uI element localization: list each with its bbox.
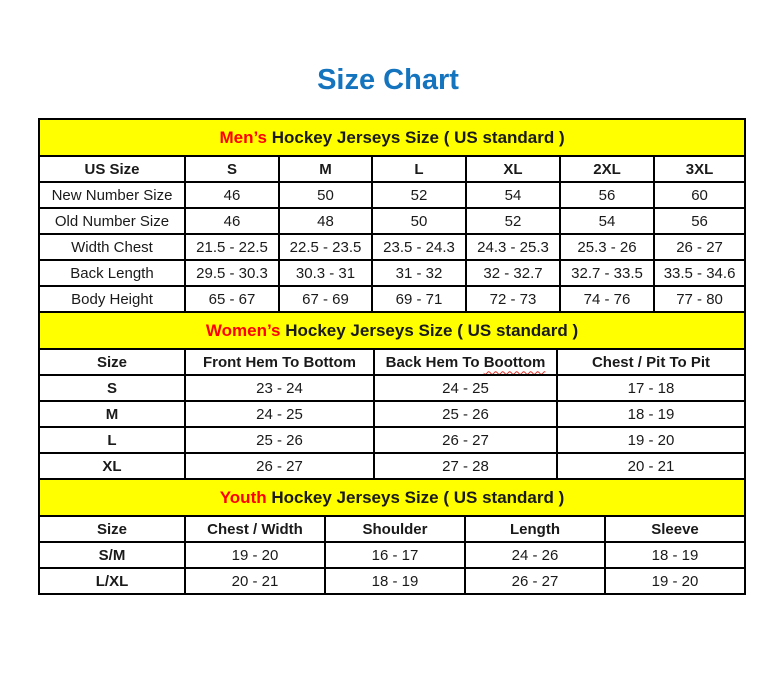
table-cell: 26 - 27 <box>374 427 557 453</box>
womens-column-header-row <box>39 349 745 375</box>
table-cell: 32 - 32.7 <box>466 260 560 286</box>
row-label: Back Length <box>39 260 185 286</box>
womens-section-title <box>39 312 745 349</box>
table-cell: 30.3 - 31 <box>279 260 372 286</box>
table-cell: 24 - 26 <box>465 542 605 568</box>
table-cell: 65 - 67 <box>185 286 279 312</box>
column-header: US Size <box>39 156 185 182</box>
table-row <box>39 182 745 208</box>
mens-size-table <box>38 118 746 313</box>
table-row <box>39 286 745 312</box>
table-cell: 67 - 69 <box>279 286 372 312</box>
column-header: 2XL <box>560 156 654 182</box>
table-cell: 21.5 - 22.5 <box>185 234 279 260</box>
youth-size-table <box>38 478 746 595</box>
row-label: M <box>39 401 185 427</box>
column-header: Chest / Pit To Pit <box>557 349 745 375</box>
table-cell: 24 - 25 <box>374 375 557 401</box>
table-cell: 52 <box>466 208 560 234</box>
size-tables <box>38 118 744 595</box>
table-row <box>39 568 745 594</box>
row-label: New Number Size <box>39 182 185 208</box>
column-header: XL <box>466 156 560 182</box>
row-label: Old Number Size <box>39 208 185 234</box>
mens-section-title <box>39 119 745 156</box>
table-cell: 74 - 76 <box>560 286 654 312</box>
table-row <box>39 208 745 234</box>
table-cell: 31 - 32 <box>372 260 466 286</box>
column-header-misspelled <box>374 349 557 375</box>
table-cell: 26 - 27 <box>185 453 374 479</box>
table-cell: 26 - 27 <box>465 568 605 594</box>
table-cell: 72 - 73 <box>466 286 560 312</box>
youth-section-header-row <box>39 479 745 516</box>
womens-accent-word: Women’s <box>205 320 281 340</box>
table-row <box>39 401 745 427</box>
table-cell: 19 - 20 <box>557 427 745 453</box>
table-row <box>39 375 745 401</box>
womens-size-table <box>38 311 746 480</box>
youth-accent-word: Youth <box>219 487 267 507</box>
table-cell: 24.3 - 25.3 <box>466 234 560 260</box>
table-cell: 16 - 17 <box>325 542 465 568</box>
table-cell: 20 - 21 <box>557 453 745 479</box>
row-label: L <box>39 427 185 453</box>
mens-column-header-row <box>39 156 745 182</box>
column-header: Sleeve <box>605 516 745 542</box>
table-cell: 60 <box>654 182 745 208</box>
youth-column-header-row <box>39 516 745 542</box>
mens-title-rest: Hockey Jerseys Size ( US standard ) <box>267 127 565 147</box>
table-cell: 18 - 19 <box>605 542 745 568</box>
column-header: Front Hem To Bottom <box>185 349 374 375</box>
table-cell: 29.5 - 30.3 <box>185 260 279 286</box>
column-header: L <box>372 156 466 182</box>
table-cell: 54 <box>560 208 654 234</box>
womens-section-header-row <box>39 312 745 349</box>
mens-section-header-row <box>39 119 745 156</box>
table-cell: 32.7 - 33.5 <box>560 260 654 286</box>
column-header: 3XL <box>654 156 745 182</box>
row-label: XL <box>39 453 185 479</box>
row-label: S/M <box>39 542 185 568</box>
youth-title-rest: Hockey Jerseys Size ( US standard ) <box>266 487 565 507</box>
table-cell: 18 - 19 <box>557 401 745 427</box>
table-cell: 22.5 - 23.5 <box>279 234 372 260</box>
table-row <box>39 260 745 286</box>
table-cell: 54 <box>466 182 560 208</box>
table-cell: 27 - 28 <box>374 453 557 479</box>
column-header: M <box>279 156 372 182</box>
table-cell: 17 - 18 <box>557 375 745 401</box>
table-cell: 46 <box>185 208 279 234</box>
table-cell: 50 <box>372 208 466 234</box>
page-title: Size Chart <box>317 64 459 96</box>
table-cell: 19 - 20 <box>185 542 325 568</box>
table-cell: 19 - 20 <box>605 568 745 594</box>
womens-title-rest: Hockey Jerseys Size ( US standard ) <box>280 320 579 340</box>
column-header: Size <box>39 349 185 375</box>
table-cell: 26 - 27 <box>654 234 745 260</box>
table-cell: 48 <box>279 208 372 234</box>
table-row <box>39 234 745 260</box>
table-cell: 25 - 26 <box>185 427 374 453</box>
table-cell: 56 <box>560 182 654 208</box>
table-row <box>39 542 745 568</box>
table-cell: 18 - 19 <box>325 568 465 594</box>
column-header: Size <box>39 516 185 542</box>
column-header: Chest / Width <box>185 516 325 542</box>
column-header: Shoulder <box>325 516 465 542</box>
row-label: Width Chest <box>39 234 185 260</box>
misspelled-word: Boottom <box>483 353 546 371</box>
table-cell: 24 - 25 <box>185 401 374 427</box>
column-header: Length <box>465 516 605 542</box>
table-cell: 50 <box>279 182 372 208</box>
table-cell: 25.3 - 26 <box>560 234 654 260</box>
table-cell: 77 - 80 <box>654 286 745 312</box>
row-label: S <box>39 375 185 401</box>
table-cell: 52 <box>372 182 466 208</box>
table-cell: 23 - 24 <box>185 375 374 401</box>
table-cell: 46 <box>185 182 279 208</box>
table-row <box>39 427 745 453</box>
row-label: Body Height <box>39 286 185 312</box>
table-cell: 25 - 26 <box>374 401 557 427</box>
youth-section-title <box>39 479 745 516</box>
column-header: S <box>185 156 279 182</box>
mens-accent-word: Men’s <box>219 127 267 147</box>
table-cell: 20 - 21 <box>185 568 325 594</box>
table-cell: 56 <box>654 208 745 234</box>
table-cell: 69 - 71 <box>372 286 466 312</box>
table-cell: 33.5 - 34.6 <box>654 260 745 286</box>
row-label: L/XL <box>39 568 185 594</box>
header-prefix: Back Hem To <box>385 353 480 371</box>
table-row <box>39 453 745 479</box>
table-cell: 23.5 - 24.3 <box>372 234 466 260</box>
